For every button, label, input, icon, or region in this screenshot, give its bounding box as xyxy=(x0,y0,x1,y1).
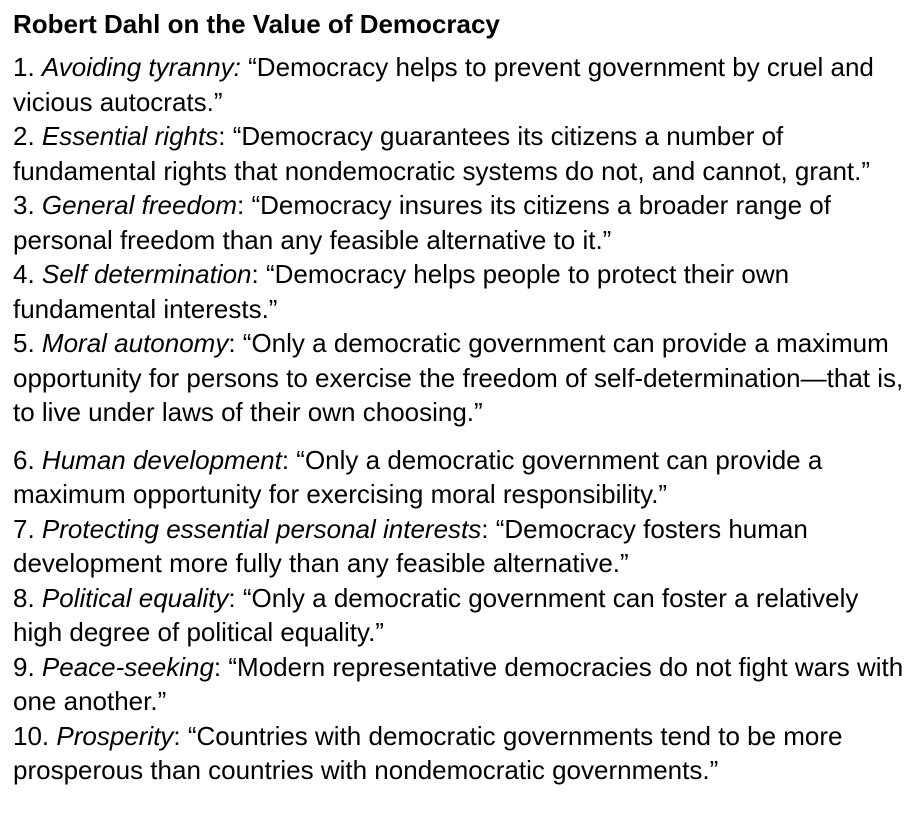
item-separator: : xyxy=(237,190,252,220)
item-separator: : xyxy=(228,582,243,613)
item-quote: “Democracy insures its citizens a broader range of personal freedom than any feasible alternative to it.” xyxy=(13,190,831,255)
item-quote: “Modern representative democracies do not fight wars with one another.” xyxy=(13,651,904,716)
list-item xyxy=(13,326,914,430)
item-number: 5. xyxy=(13,328,42,358)
list-item xyxy=(13,581,914,650)
item-separator: : xyxy=(213,651,229,682)
list-item xyxy=(13,512,914,581)
item-number: 6. xyxy=(13,444,42,475)
item-number: 2. xyxy=(13,121,42,151)
list-item xyxy=(13,119,914,188)
item-quote: “Only a democratic government can provide a maximum opportunity for persons to exercise the freedom of self-determination—that is, to live under laws of their own choosing.” xyxy=(13,328,904,427)
item-separator: : xyxy=(218,121,233,151)
list-item xyxy=(13,188,914,257)
list-item xyxy=(13,650,914,719)
item-term: Human development xyxy=(41,444,282,475)
item-term: Essential rights xyxy=(41,121,219,151)
item-quote: “Democracy fosters human development more fully than any feasible alternative.” xyxy=(13,513,808,578)
list-item xyxy=(13,50,914,119)
value-list xyxy=(13,50,914,788)
item-number: 9. xyxy=(13,651,42,682)
item-term: Political equality xyxy=(41,582,229,613)
item-term: Avoiding tyranny: xyxy=(41,52,241,82)
item-quote: “Only a democratic government can provide a maximum opportunity for exercising moral responsibility.” xyxy=(13,444,823,509)
list-item xyxy=(13,719,914,788)
item-separator: : xyxy=(251,259,266,289)
item-number: 10. xyxy=(13,720,57,751)
item-term: Moral autonomy xyxy=(41,328,229,358)
item-quote: “Only a democratic government can foster a relatively high degree of political equality.” xyxy=(13,582,859,647)
item-separator: : xyxy=(281,444,297,475)
item-separator: : xyxy=(228,328,243,358)
item-number: 8. xyxy=(13,582,42,613)
list-item xyxy=(13,257,914,326)
item-number: 1. xyxy=(13,52,42,82)
item-quote: “Countries with democratic governments tend to be more prosperous than countries with nondemocratic governments.” xyxy=(13,720,843,785)
item-term: Prosperity xyxy=(56,720,174,751)
item-term: Peace-seeking xyxy=(41,651,214,682)
item-number: 4. xyxy=(13,259,42,289)
item-quote: “Democracy helps people to protect their own fundamental interests.” xyxy=(13,259,790,324)
document-title: Robert Dahl on the Value of Democracy xyxy=(13,9,500,39)
item-quote: “Democracy helps to prevent government by cruel and vicious autocrats.” xyxy=(13,52,874,117)
item-term: General freedom xyxy=(41,190,238,220)
item-number: 7. xyxy=(13,513,42,544)
item-term: Self determination xyxy=(41,259,252,289)
list-item xyxy=(13,443,914,512)
item-quote: “Democracy guarantees its citizens a number of fundamental rights that nondemocratic systems do not, and cannot, grant.” xyxy=(13,121,871,186)
item-term: Protecting essential personal interests xyxy=(41,513,482,544)
item-number: 3. xyxy=(13,190,42,220)
item-separator: : xyxy=(481,513,496,544)
item-separator: : xyxy=(173,720,188,751)
